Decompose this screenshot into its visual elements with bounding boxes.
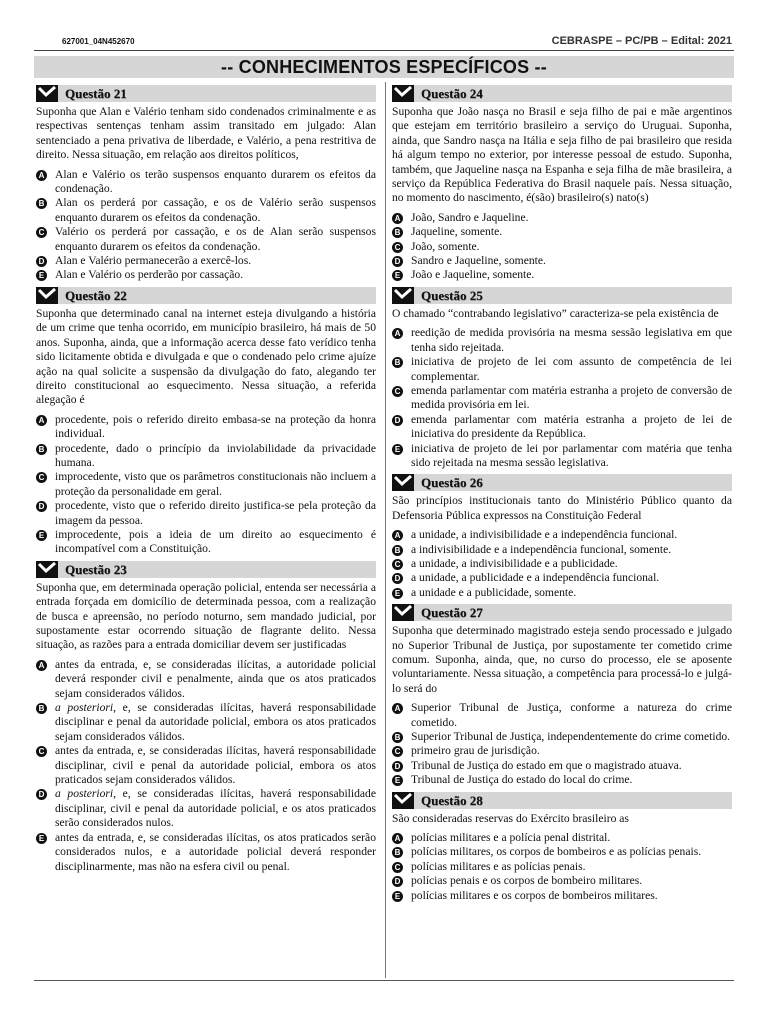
answer-option[interactable] — [392, 759, 732, 773]
answer-option[interactable] — [36, 442, 376, 471]
answer-option[interactable] — [36, 831, 376, 874]
option-text: Superior Tribunal de Justiça, conforme a natureza do crime cometido. — [411, 701, 732, 729]
answer-option[interactable] — [392, 571, 732, 585]
answer-option[interactable] — [392, 557, 732, 571]
answer-option[interactable] — [392, 831, 732, 845]
options-list — [392, 831, 732, 903]
option-text: Tribunal de Justiça do estado em que o magistrado atuava. — [411, 758, 682, 772]
option-letter-badge: E — [392, 270, 403, 281]
answer-option[interactable] — [392, 225, 732, 239]
option-letter-badge: C — [36, 746, 47, 757]
options-list — [392, 211, 732, 283]
option-letter-badge: D — [36, 789, 47, 800]
question-header — [36, 85, 376, 103]
option-text: Alan e Valério permanecerão a exercê-los. — [55, 254, 252, 268]
option-text: a unidade e a publicidade, somente. — [411, 585, 577, 599]
question-stem: São consideradas reservas do Exército brasileiro as — [392, 811, 629, 825]
option-text: procedente, visto que o referido direito justifica-se pela proteção da imagem da pessoa. — [55, 499, 376, 527]
question-title: Questão 26 — [421, 475, 483, 491]
question-stem: São princípios institucionais tanto do Ministério Público quanto da Defensoria Pública expressos na Constituição Federal — [392, 494, 732, 522]
option-letter-badge: D — [392, 876, 403, 887]
options-list — [392, 528, 732, 600]
question-stem: Suponha que determinado canal na internet esteja divulgando a história de um crime que tenha ocorrido, em município brasileiro, há mais de 50 anos. Suponha, ainda, que a informação acerca desse fato verídico tenha sido licitamente obtida e divulgada e que o condenado pelo crime ajuíze ação na qual solicite a suspensão da divulgação do fato, alegando ter direito constitucional ao esquecimento. Nessa situação, a referida alegação é — [36, 306, 376, 407]
answer-option[interactable] — [36, 528, 376, 557]
option-text: iniciativa de projeto de lei por parlamentar com matéria que tenha sido rejeitada na mesma sessão legislativa. — [411, 441, 732, 469]
option-letter-badge: C — [392, 386, 403, 397]
answer-option[interactable] — [36, 744, 376, 787]
answer-option[interactable] — [36, 225, 376, 254]
option-text: a posteriori, e, se consideradas ilícitas, haverá responsabilidade disciplinar, civil e penal da autoridade policial, e os atos praticados serão considerados nulos. — [55, 787, 376, 830]
question-block — [36, 85, 376, 283]
option-letter-badge: C — [36, 227, 47, 238]
check-marker-icon — [392, 792, 414, 809]
option-letter-badge: D — [392, 761, 403, 772]
option-letter-badge: B — [392, 545, 403, 556]
answer-option[interactable] — [392, 730, 732, 744]
option-letter-badge: E — [392, 891, 403, 902]
question-stem: Suponha que Alan e Valério tenham sido condenados criminalmente e as respectivas sentenças tenham assim transitado em julgado: Alan sentenciado a pena privativa de liberdade, e Valério, a pena restritiva de direito. Nessa situação, em relação aos direitos políticos, — [36, 105, 376, 162]
answer-option[interactable] — [392, 845, 732, 859]
question-header — [392, 792, 732, 810]
answer-option[interactable] — [392, 384, 732, 413]
page-header — [34, 35, 734, 51]
question-block — [36, 561, 376, 874]
option-text: Valério os perderá por cassação, e os de Alan serão suspensos enquanto durarem os efeitos da condenação. — [55, 225, 376, 253]
section-title: -- CONHECIMENTOS ESPECÍFICOS -- — [34, 56, 734, 78]
option-text: Jaqueline, somente. — [411, 225, 503, 239]
answer-option[interactable] — [36, 470, 376, 499]
option-text: a posteriori, e, se consideradas ilícitas, haverá responsabilidade disciplinar e penal da autoridade policial, embora os atos praticados sejam considerados válidos. — [55, 701, 376, 743]
option-text: primeiro grau de jurisdição. — [411, 744, 540, 758]
question-header — [392, 287, 732, 305]
question-block — [36, 287, 376, 557]
answer-option[interactable] — [392, 874, 732, 888]
right-column — [392, 82, 732, 907]
option-letter-badge: D — [36, 256, 47, 267]
option-text: procedente, dado o princípio da inviolabilidade da privacidade humana. — [55, 441, 376, 469]
check-marker-icon — [392, 85, 414, 102]
option-text: Tribunal de Justiça do estado do local do crime. — [411, 773, 633, 787]
left-column — [36, 82, 376, 878]
option-letter-badge: C — [392, 559, 403, 570]
answer-option[interactable] — [392, 528, 732, 542]
options-list — [36, 413, 376, 557]
exam-identifier: CEBRASPE – PC/PB – Edital: 2021 — [551, 35, 732, 47]
option-text: a unidade, a publicidade e a independência funcional. — [411, 571, 660, 585]
option-text: emenda parlamentar com matéria estranha a projeto de conversão de medida provisória em lei. — [411, 383, 732, 412]
options-list — [392, 701, 732, 787]
answer-option[interactable] — [36, 268, 376, 282]
booklet-code: 627001_04N452670 — [62, 37, 135, 46]
option-text: antes da entrada, e, se consideradas ilícitas, haverá responsabilidade disciplinar, civil e penal da autoridade policial, embora os atos praticados sejam considerados válidos. — [55, 744, 376, 787]
option-text: antes da entrada, e, se consideradas ilícitas, a autoridade policial deverá responder civil e penalmente, ainda que os atos praticados sejam considerados válidos. — [55, 657, 376, 700]
question-header — [392, 85, 732, 103]
option-text: Superior Tribunal de Justiça, independentemente do crime cometido. — [411, 730, 731, 744]
option-text: Alan os perderá por cassação, e os de Valério serão suspensos enquanto durarem os efeitos da condenação. — [55, 196, 376, 224]
question-title: Questão 28 — [421, 792, 483, 808]
question-title: Questão 23 — [65, 561, 127, 577]
option-text: antes da entrada, e, se consideradas ilícitas, os atos praticados serão considerados nulos, e a autoridade policial deverá responder disciplinarmente, mas não na esfera civil ou penal. — [55, 830, 376, 873]
question-header — [392, 474, 732, 492]
option-letter-badge: E — [36, 270, 47, 281]
check-marker-icon — [392, 604, 414, 621]
option-text: iniciativa de projeto de lei com assunto de competência de lei complementar. — [411, 355, 732, 383]
answer-option[interactable] — [392, 355, 732, 384]
question-block — [392, 604, 732, 787]
answer-option[interactable] — [36, 499, 376, 528]
option-letter-badge: A — [392, 703, 403, 714]
option-letter-badge: D — [392, 415, 403, 426]
option-letter-badge: E — [392, 775, 403, 786]
option-letter-badge: B — [392, 847, 403, 858]
option-letter-badge: A — [36, 415, 47, 426]
question-block — [392, 474, 732, 600]
option-text: polícias militares, os corpos de bombeiros e as polícias penais. — [411, 845, 702, 859]
option-text: João e Jaqueline, somente. — [411, 268, 535, 282]
question-title: Questão 25 — [421, 287, 483, 303]
check-marker-icon — [392, 474, 414, 491]
options-list — [36, 168, 376, 283]
option-letter-badge: A — [392, 213, 403, 224]
answer-option[interactable] — [36, 196, 376, 225]
check-marker-icon — [36, 85, 58, 102]
answer-option[interactable] — [36, 413, 376, 442]
option-letter-badge: C — [392, 862, 403, 873]
option-letter-badge: E — [36, 833, 47, 844]
option-letter-badge: C — [392, 746, 403, 757]
question-stem: O chamado “contrabando legislativo” caracteriza-se pela existência de — [392, 306, 719, 320]
question-block — [392, 85, 732, 283]
check-marker-icon — [392, 287, 414, 304]
answer-option[interactable] — [36, 168, 376, 197]
option-text: reedição de medida provisória na mesma sessão legislativa em que tenha sido rejeitada. — [411, 326, 732, 354]
answer-option[interactable] — [392, 240, 732, 254]
answer-option[interactable] — [392, 586, 732, 600]
option-letter-badge: D — [36, 501, 47, 512]
check-marker-icon — [36, 561, 58, 578]
question-block — [392, 287, 732, 470]
option-text: procedente, pois o referido direito embasa-se na proteção da honra individual. — [55, 412, 376, 441]
option-letter-badge: E — [392, 588, 403, 599]
answer-option[interactable] — [392, 413, 732, 442]
column-divider — [385, 82, 386, 978]
answer-option[interactable] — [392, 773, 732, 787]
option-text: polícias militares e a polícia penal distrital. — [411, 831, 611, 845]
question-stem: Suponha que determinado magistrado esteja sendo processado e julgado no Superior Tribunal de Justiça, por supostamente ter cometido crime comum. Suponha, ainda, que, no curso do processo, ele se aposente voluntariamente. Nessa situação, a competência para processá-lo e julgá-lo será do — [392, 624, 732, 695]
option-text: Sandro e Jaqueline, somente. — [411, 254, 546, 268]
option-text: Alan e Valério os perderão por cassação. — [55, 268, 244, 282]
option-letter-badge: B — [392, 357, 403, 368]
answer-option[interactable] — [392, 211, 732, 225]
option-text: polícias militares e as polícias penais. — [411, 859, 586, 873]
answer-option[interactable] — [36, 701, 376, 744]
answer-option[interactable] — [392, 543, 732, 557]
check-marker-icon — [36, 287, 58, 304]
option-letter-badge: B — [392, 732, 403, 743]
option-text: João, Sandro e Jaqueline. — [411, 210, 529, 224]
option-letter-badge: B — [36, 444, 47, 455]
answer-option[interactable] — [36, 254, 376, 268]
option-letter-badge: E — [392, 444, 403, 455]
option-text: a indivisibilidade e a independência funcional, somente. — [411, 542, 672, 556]
option-text: polícias militares e os corpos de bombeiros militares. — [411, 888, 658, 902]
option-text: a unidade, a indivisibilidade e a publicidade. — [411, 556, 618, 570]
option-letter-badge: B — [36, 703, 47, 714]
option-letter-badge: E — [36, 530, 47, 541]
options-list — [36, 658, 376, 874]
answer-option[interactable] — [36, 658, 376, 701]
option-letter-badge: D — [392, 573, 403, 584]
answer-option[interactable] — [392, 744, 732, 758]
answer-option[interactable] — [392, 268, 732, 282]
option-text: polícias penais e os corpos de bombeiro militares. — [411, 874, 643, 888]
option-letter-badge: B — [36, 198, 47, 209]
option-letter-badge: A — [392, 328, 403, 339]
question-title: Questão 21 — [65, 86, 127, 101]
answer-option[interactable] — [392, 326, 732, 355]
answer-option[interactable] — [392, 889, 732, 903]
question-title: Questão 27 — [421, 605, 483, 621]
option-text: emenda parlamentar com matéria estranha a projeto de lei de iniciativa do presidente da República. — [411, 412, 732, 441]
option-letter-badge: A — [36, 660, 47, 671]
option-text: Alan e Valério os terão suspensos enquanto durarem os efeitos da condenação. — [55, 167, 376, 196]
option-letter-badge: A — [36, 170, 47, 181]
option-letter-badge: B — [392, 227, 403, 238]
option-text: improcedente, pois a ideia de um direito ao esquecimento é incompatível com a Constituição. — [55, 527, 376, 556]
answer-option[interactable] — [392, 701, 732, 730]
answer-option[interactable] — [36, 787, 376, 830]
option-text: a unidade, a indivisibilidade e a independência funcional. — [411, 528, 678, 542]
question-header — [36, 287, 376, 305]
question-header — [392, 604, 732, 622]
option-letter-badge: D — [392, 256, 403, 267]
option-text: João, somente. — [411, 239, 480, 253]
option-letter-badge: A — [392, 833, 403, 844]
bottom-rule — [34, 980, 734, 981]
question-title: Questão 24 — [421, 86, 483, 101]
option-text: improcedente, visto que os parâmetros constitucionais não incluem a proteção da personalidade em geral. — [55, 470, 376, 498]
answer-option[interactable] — [392, 442, 732, 471]
option-letter-badge: A — [392, 530, 403, 541]
answer-option[interactable] — [392, 860, 732, 874]
question-block — [392, 792, 732, 903]
answer-option[interactable] — [392, 254, 732, 268]
question-stem: Suponha que, em determinada operação policial, entenda ser necessária a entrada forçada em domicílio de determinada pessoa, com a realização de busca e apreensão, no período noturno, sem mandado judicial, por supostamente estar ocorrendo situação de flagrante delito. Nessa situação, as razões para a entrada domiciliar devem ser justificadas — [36, 580, 376, 652]
option-letter-badge: C — [36, 472, 47, 483]
question-stem: Suponha que João nasça no Brasil e seja filho de pai e mãe argentinos que estejam em território brasileiro a serviço do Uruguai. Suponha, ainda, que Sandro nasça na Itália e seja filho de pai brasileiro que resida há algum tempo no exterior, por interesse pessoal de estudo. Suponha, também, que Jaqueline nasça na Espanha e seja filha de mãe brasileira, a serviço da República Federativa do Brasil naquele país. Nessa situação, no momento do nascimento, é(são) brasileiro(s) nato(s) — [392, 105, 732, 205]
option-letter-badge: C — [392, 242, 403, 253]
options-list — [392, 326, 732, 470]
question-header — [36, 561, 376, 579]
question-title: Questão 22 — [65, 287, 127, 303]
